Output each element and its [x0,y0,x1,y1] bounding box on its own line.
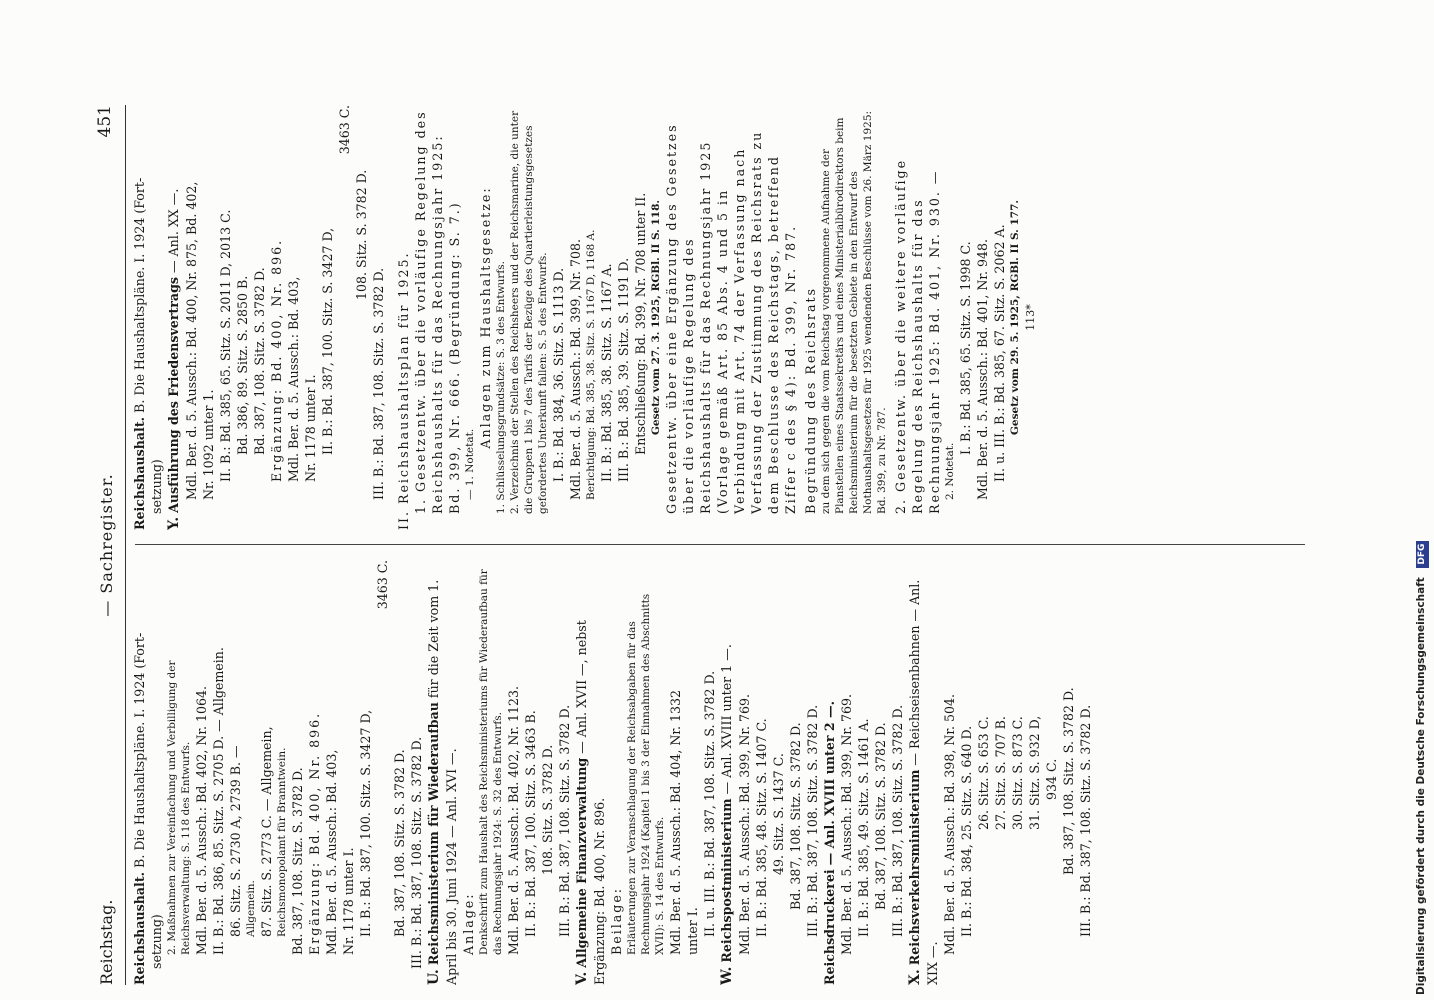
entry-line: 26. Sitz. S. 653 C. [976,716,991,830]
entry-line: III. B.: Bd. 387, 108. Sitz. S. 3782 D. [890,704,905,937]
entry-line: III. B.: Bd. 387, 108. Sitz. S. 3782 D. [805,704,820,937]
entry-line: 2. Gesetzentw. über die weitere vorläufige Regelung des Reichshaushalts für das Rechnungsjahr 1925: Bd. 401, Nr. 930. — [893,158,942,514]
entry-line: Reichsmonopolamt für Branntwein. [276,747,288,937]
entry-line: 108. Sitz. S. 3782 D. [354,169,369,300]
entry-line: 86. Sitz. S. 2730 A, 2739 B. — [228,745,243,937]
entry-line: Bd. 387, 108. Sitz. S. 3782 D. [252,267,267,455]
column-heading: Reichshaushalt. B. Die Haushaltspläne. I. 1924 (Fort- [132,177,147,530]
entry-line: Mdl. Ber. d. 5. Aussch.: Bd. 399, Nr. 769. [737,693,752,955]
subsection-reichsdruckerei: Reichsdruckerei — Anl. XVIII unter 2 —. [822,701,837,985]
entry-line: Mdl. Ber. d. 5. Aussch.: Bd. 403, [286,276,301,482]
entry-line: 30. Sitz. S. 873 C. [1010,716,1025,830]
entry-line: Mdl. Ber. d. 5. Aussch.: Bd. 402, Nr. 1064. [194,685,209,955]
entry-line: 27. Sitz. S. 707 B. [993,716,1008,830]
entry-line: II. B.: Bd. 384, 25. Sitz. S. 640 D. [959,725,974,937]
running-header [95,105,123,985]
column-heading: Reichshaushalt. B. Die Haushaltspläne. I. 1924 (Fort- [132,632,147,985]
entry-line: Mdl. Ber. d. 5. Aussch.: Bd. 399, Nr. 769. [839,693,854,955]
entry-line: 2. Maßnahmen zur Vereinfachung und Verbilligung der [166,660,178,955]
entry-line: II. u. III. B.: Bd. 387, 108. Sitz. S. 3782 D. [702,670,717,937]
entry-line: II. B.: Bd. 385, 48. Sitz. S. 1407 C. [754,718,769,937]
entry-line: Reichsverwaltung: S. 118 des Entwurfs. [180,741,192,955]
entry-line: Mdl. Ber. d. 5. Aussch.: Bd. 404, Nr. 1332 [668,689,683,955]
gesetz-line: Gesetz vom 27. 3. 1925, RGBl. II S. 118. [650,199,662,436]
entry-line: Berichtigung: Bd. 385, 38. Sitz. S. 1167 D, 1168 A. [585,229,597,500]
entry-line: III. B.: Bd. 387, 108. Sitz. S. 3782 D. [1078,704,1093,937]
entry-line: II. B.: Bd. 387, 100. Sitz. S. 3427 D, [358,709,373,937]
entry-line: 3463 C. [337,105,352,155]
entry-line: Mdl. Ber. d. 5. Aussch.: Bd. 399, Nr. 708. [568,238,583,500]
entry-line: Gesetzentw. über eine Ergänzung des Gesetzes über die vorläufige Regelung des Reichshaushalts für das Rechnungsjahr 1925 (Vorlage gemäß Art. 85 Abs. 4 und 5 in Verbindung mit Art. 74 der Verfassung nach Verfassung der Zustimmung des Reichsrats zu dem Beschlusse des Reichstags, betreffend Ziffer c des § 4): Bd. 399, Nr. 787. [664,123,798,514]
entry-line: II. B.: Bd. 387, 100. Sitz. S. 3463 B. [523,710,538,937]
entry-line: Mdl. Ber. d. 5. Aussch.: Bd. 402, Nr. 1123. [506,685,521,955]
entry-line: Bd. 387, 108. Sitz. S. 3782 D. [1061,687,1076,875]
entry-line: 1. Gesetzentw. über die vorläufige Regelung des Reichshaushalts für das Rechnungsjahr 1925: Bd. 399, Nr. 666. (Begründung: S. 7.) [413,110,462,514]
signature-mark: 113* [1024,304,1037,331]
page-number: 451 [95,105,115,138]
entry-line: Bd. 387, 108. Sitz. S. 3782 D. [873,722,888,910]
entry-line: 49. Sitz. S. 1437 C. [771,753,786,875]
header-dash: — [97,599,116,617]
section-U: U. Reichsministerium für Wiederaufbau für die Zeit vom 1. April bis 30. Juni 1924 — Anl. XVI —. [426,579,459,985]
entry-line: Nr. 1178 unter I. [341,847,356,955]
header-title: Sachregister. [97,473,116,594]
entry-line: Bd. 387, 108. Sitz. S. 3782 D. [392,749,407,937]
digitization-credit: Digitalisierung gefördert durch die Deutsche Forschungsgemeinschaft DFG [1410,5,1432,995]
entry-line: III. B.: Bd. 385, 39. Sitz. S. 1191 D. [616,257,631,482]
entry-line: Bd. 387, 108. Sitz. S. 3782 D. [788,722,803,910]
entry-line: III. B.: Bd. 387, 108. Sitz. S. 3782 D. [409,736,424,969]
entry-line: Bd. 386, 89. Sitz. S. 2850 B. [235,275,250,455]
entry-line: Ergänzung: Bd. 400, Nr. 896. [269,238,284,482]
section-W: W. Reichspostministerium — Anl. XVIII unter 1 —. [719,644,735,985]
rotated-page-content [95,105,1325,985]
entry-line: III. B.: Bd. 387, 108. Sitz. S. 3782 D. [371,267,386,500]
dfg-logo: DFG [1416,541,1429,568]
entry-line: 3463 C. [375,560,390,610]
entry-line: Nr. 1092 unter 1. [201,389,216,500]
entry-line: II. u. III. B.: Bd. 385, 67. Sitz. S. 2062 A. [992,224,1007,482]
entry-line: unter I. [685,907,700,955]
entry-line: Mdl. Ber. d. 5. Aussch.: Bd. 400, Nr. 875, Bd. 402, [184,181,199,500]
section-Y: Y. Ausführung des Friedensvertrags — Anl. XX —. [166,188,182,530]
entry-line: 31. Sitz. S. 932 D, [1027,715,1042,830]
entry-line: II. B.: Bd. 385, 38. Sitz. S. 1167 A. [599,263,614,482]
section-V: V. Allgemeine Finanzverwaltung — Anl. XVII —, nebst Ergänzung: Bd. 400, Nr. 896. [574,620,607,985]
entry-line: II. B.: Bd. 386, 85. Sitz. S. 2705 D. — Allgemein. [211,647,226,955]
section-II-title: II. Reichshaushaltsplan für 1925. [396,251,411,530]
entry-line: 108. Sitz. S. 3782 D. [540,744,555,875]
entry-line: Nr. 1178 unter I. [303,374,318,482]
entry-line: 87. Sitz. S. 2773 C. — Allgemein, [259,726,274,937]
entry-line: Entschließung: Bd. 399, Nr. 708 unter II. [633,192,648,455]
header-rule [125,105,126,985]
entry-line: 934 C. [1044,758,1059,800]
column-right: Reichshaushalt. B. Die Haushaltspläne. I. 1924 (Fort- setzung) Y. Ausführung des Friedensvertrags — Anl. XX —. Mdl. Ber. d. 5. Aussch.: Bd. 400, Nr. 875, Bd. 402, Nr. 1092 unter 1. II. B.: Bd. 385, 65. Sitz. S. 2011 D, 2013 C. Bd. 386, 89. Sitz. S. 2850 B. Bd. 387, 108. Sitz. S. 3782 D. Ergänzung: Bd. 400, Nr. 896. Mdl. Ber. d. 5. Aussch.: Bd. 403, Nr. 1178 unter I. II. B.: Bd. 387, 100. Sitz. S. 3427 D, 3463 C. 108. Sitz. S. 3782 D. III. B.: Bd. 387, 108. Sitz. S. 3782 D. II. Reichshaushaltsplan für 1925. 1. Gesetzentw. über die vorläufige Regelung des Reichshaushalts für das Rechnungsjahr 1925: Bd. 399, Nr. 666. (Begründung: S. 7.) — 1. Notetat. Anlagen zum Haushaltsgesetze: 1. Schlüsselungsgrundsätze: S. 3 des Entwurfs. 2. Verzeichnis der Stellen des Reichsheers und der Reichsmarine, die unter die Gruppen 1 bis 7 des Tarifs der Bezüge des Quartierleistungsgesetzes gefordertes Unterkunft fallen: S. 5 des Entwurfs. I. B.: Bd. 384, 36. Sitz. S. 1113 D. Mdl. Ber. d. 5. Aussch.: Bd. 399, Nr. 708. Berichtigung: Bd. 385, 38. Sitz. S. 1167 D, 1168 A. II. B.: Bd. 385, 38. Sitz. S. 1167 A. III. B.: Bd. 385, 39. Sitz. S. 1191 D. Entschließung: Bd. 399, Nr. 708 unter II. Gesetz vom 27. 3. 1925, RGBl. II S. 118. Gesetzentw. über eine Ergänzung des Gesetzes über die vorläufige Regelung des Reichshaushalts für das Rechnungsjahr 1925 (Vorlage gemäß Art. 85 Abs. 4 und 5 in Verbindung mit Art. 74 der Verfassung nach Verfassung der Zustimmung des Reichsrats zu dem Beschlusse des Reichstags, betreffend Ziffer c des § 4): Bd. 399, Nr. 787. Begründung des Reichsrats zu dem sich gegen die vom Reichstag vorgenommene Aufnahme der Planstellen eines Staatssekretärs und eines Ministerialbürodirektors beim Reichsministerium für die besetzten Gebiete in den Entwurf des Nothaushaltsgesetzes für 1925 wendenden Beschlüsse vom 26. März 1925: Bd. 399, zu Nr. 787. 2. Gesetzentw. über die weitere vorläufige Regelung des Reichshaushalts für das Rechnungsjahr 1925: Bd. 401, Nr. 930. — 2. Notetat. I. B.: Bd. 385, 65. Sitz. S. 1998 C. Mdl. Ber. d. 5. Aussch.: Bd. 401, Nr. 948. II. u. III. B.: Bd. 385, 67. Sitz. S. 2062 A. Gesetz vom 29. 5. 1925, RGBl. II S. 177. 113* [132,105,1037,530]
column-left: Reichshaushalt. B. Die Haushaltspläne. I. 1924 (Fort- setzung) 2. Maßnahmen zur Vereinfachung und Verbilligung der Reichsverwaltung: S. 118 des Entwurfs. Mdl. Ber. d. 5. Aussch.: Bd. 402, Nr. 1064. II. B.: Bd. 386, 85. Sitz. S. 2705 D. — Allgemein. 86. Sitz. S. 2730 A, 2739 B. — Allgemein. 87. Sitz. S. 2773 C. — Allgemein, Reichsmonopolamt für Branntwein. Bd. 387, 108. Sitz. S. 3782 D. Ergänzung: Bd. 400, Nr. 896. Mdl. Ber. d. 5. Aussch.: Bd. 403, Nr. 1178 unter I. II. B.: Bd. 387, 100. Sitz. S. 3427 D, 3463 C. Bd. 387, 108. Sitz. S. 3782 D. III. B.: Bd. 387, 108. Sitz. S. 3782 D. U. Reichsministerium für Wiederaufbau für die Zeit vom 1. April bis 30. Juni 1924 — Anl. XVI —. Anlage: Denkschrift zum Haushalt des Reichsministeriums für Wiederaufbau für das Rechnungsjahr 1924: S. 32 des Entwurfs. Mdl. Ber. d. 5. Aussch.: Bd. 402, Nr. 1123. II. B.: Bd. 387, 100. Sitz. S. 3463 B. 108. Sitz. S. 3782 D. III. B.: Bd. 387, 108. Sitz. S. 3782 D. V. Allgemeine Finanzverwaltung — Anl. XVII —, nebst Ergänzung: Bd. 400, Nr. 896. Beilage: Erläuterungen zur Veranschlagung der Reichsabgaben für das Rechnungsjahr 1924 (Kapitel 1 bis 3 der Einnahmen des Abschnitts XVII): S. 14 des Entwurfs. Mdl. Ber. d. 5. Aussch.: Bd. 404, Nr. 1332 unter I. II. u. III. B.: Bd. 387, 108. Sitz. S. 3782 D. W. Reichspostministerium — Anl. XVIII unter 1 —. Mdl. Ber. d. 5. Aussch.: Bd. 399, Nr. 769. II. B.: Bd. 385, 48. Sitz. S. 1407 C. 49. Sitz. S. 1437 C. Bd. 387, 108. Sitz. S. 3782 D. III. B.: Bd. 387, 108. Sitz. S. 3782 D. Reichsdruckerei — Anl. XVIII unter 2 —. Mdl. Ber. d. 5. Aussch.: Bd. 399, Nr. 769. II. B.: Bd. 385, 49. Sitz. S. 1461 A. Bd. 387, 108. Sitz. S. 3782 D. III. B.: Bd. 387, 108. Sitz. S. 3782 D. X. Reichsverkehrsministerium — Reichseisenbahnen — Anl. XIX —. Mdl. Ber. d. 5. Aussch.: Bd. 398, Nr. 504. II. B.: Bd. 384, 25. Sitz. S. 640 D. 26. Sitz. S. 653 C. 27. Sitz. S. 707 B. 30. Sitz. S. 873 C. 31. Sitz. S. 932 D, 934 C. Bd. 387, 108. Sitz. S. 3782 D. III. B.: Bd. 387, 108. Sitz. S. 3782 D. [132,560,1093,985]
entry-line: II. B.: Bd. 385, 49. Sitz. S. 1461 A. [856,718,871,937]
entry-line: I. B.: Bd. 384, 36. Sitz. S. 1113 D. [551,267,566,482]
entry-line: Mdl. Ber. d. 5. Aussch.: Bd. 403, [324,749,339,955]
entry-line: Mdl. Ber. d. 5. Aussch.: Bd. 398, Nr. 504. [942,693,957,955]
entry-line: III. B.: Bd. 387, 108. Sitz. S. 3782 D. [557,704,572,937]
entry-line: II. B.: Bd. 387, 100. Sitz. S. 3427 D, [320,227,335,455]
entry-line: I. B.: Bd. 385, 65. Sitz. S. 1998 C. [958,241,973,455]
entry-line: II. B.: Bd. 385, 65. Sitz. S. 2011 D, 2013 C. [218,209,233,482]
section-X: X. Reichsverkehrsministerium — Reichseisenbahnen — Anl. XIX —. [907,579,940,985]
header-left: Reichstag. [97,899,116,985]
entry-line: Bd. 387, 108. Sitz. S. 3782 D. [290,767,305,955]
column-divider [135,544,1305,545]
entry-line: Mdl. Ber. d. 5. Aussch.: Bd. 401, Nr. 948. [975,238,990,500]
entry-line: Allgemein. [245,880,257,937]
entry-line: Ergänzung: Bd. 400, Nr. 896. [307,711,322,955]
gesetz-line: Gesetz vom 29. 5. 1925, RGBl. II S. 177. [1009,199,1021,436]
